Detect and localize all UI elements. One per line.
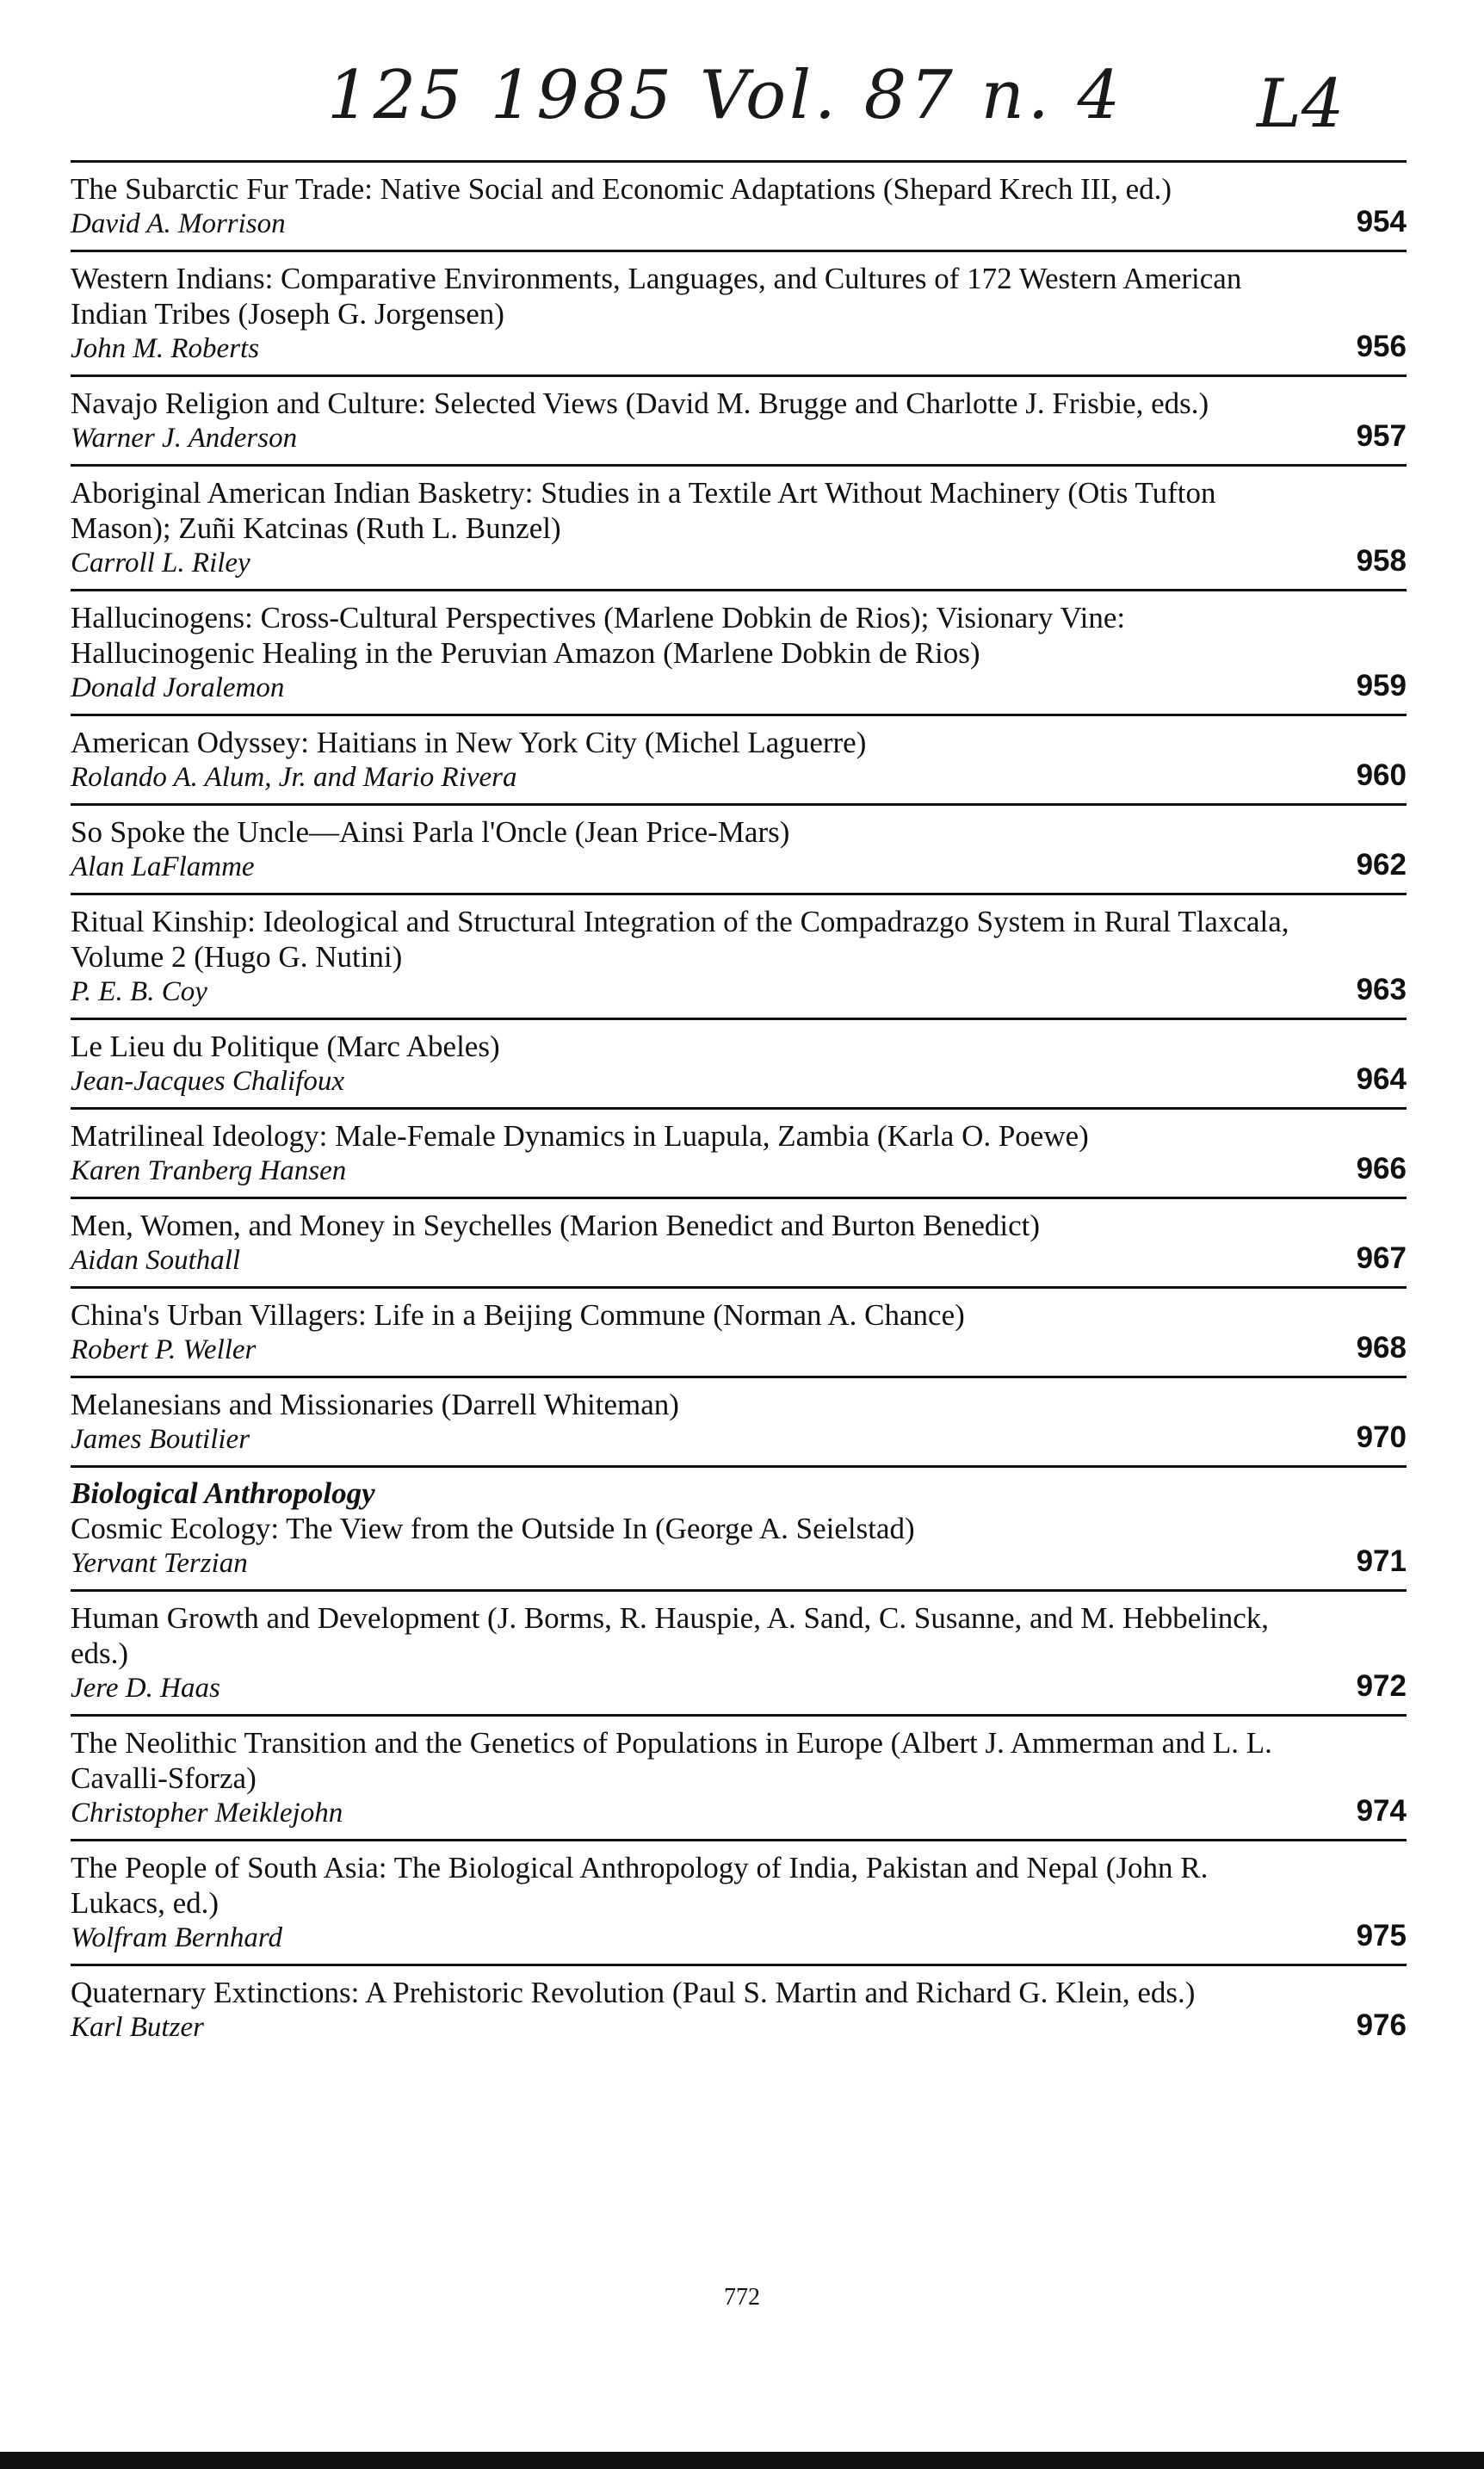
book-title: China's Urban Villagers: Life in a Beijing Commune (Norman A. Chance): [71, 1298, 965, 1332]
review-entry: [71, 1839, 1407, 1964]
book-title: Aboriginal American Indian Basketry: Studies in a Textile Art Without Machinery (Otis Tufton Mason); Zuñi Katcinas (Ruth L. Bunzel): [71, 476, 1216, 545]
reviewer-name: Donald Joralemon: [71, 672, 285, 703]
book-title: So Spoke the Uncle—Ainsi Parla l'Oncle (Jean Price-Mars): [71, 815, 790, 849]
reviewer-name: Rolando A. Alum, Jr. and Mario Rivera: [71, 762, 517, 793]
review-entry: [71, 1465, 1407, 1589]
book-title: Matrilineal Ideology: Male-Female Dynamics in Luapula, Zambia (Karla O. Poewe): [71, 1119, 1089, 1153]
review-entry: [71, 374, 1407, 464]
review-entry: [71, 1376, 1407, 1465]
handwritten-note: 125 1985 Vol. 87 n. 4: [327, 57, 1124, 134]
reviewer-name: Alan LaFlamme: [71, 851, 255, 882]
book-title: Le Lieu du Politique (Marc Abeles): [71, 1030, 500, 1063]
page-reference: 975: [1356, 1919, 1407, 1952]
book-title: Human Growth and Development (J. Borms, R. Hauspie, A. Sand, C. Susanne, and M. Hebbelinck, eds.): [71, 1601, 1270, 1670]
page-reference: 960: [1356, 758, 1407, 792]
review-entry: [71, 1197, 1407, 1286]
page-reference: 974: [1356, 1794, 1407, 1828]
book-title: Melanesians and Missionaries (Darrell Whiteman): [71, 1388, 679, 1421]
page-reference: 959: [1356, 669, 1407, 702]
page-reference: 971: [1356, 1544, 1407, 1578]
reviewer-name: Yervant Terzian: [71, 1548, 248, 1579]
book-title: Hallucinogens: Cross-Cultural Perspectives (Marlene Dobkin de Rios); Visionary Vine: Hallucinogenic Healing in the Peruvian Amazon (Marlene Dobkin de Rios): [71, 601, 1126, 670]
review-entry: [71, 893, 1407, 1018]
review-entry: [71, 803, 1407, 893]
reviewer-name: Karl Butzer: [71, 2012, 204, 2043]
reviewer-name: Christopher Meiklejohn: [71, 1798, 343, 1829]
page-reference: 954: [1356, 205, 1407, 238]
page-reference: 963: [1356, 973, 1407, 1006]
reviewer-name: John M. Roberts: [71, 333, 260, 364]
reviewer-name: Karen Tranberg Hansen: [71, 1155, 347, 1186]
page-number: 772: [724, 2284, 760, 2311]
page-reference: 956: [1356, 330, 1407, 363]
review-entry: [71, 160, 1407, 250]
review-entry: [71, 1714, 1407, 1839]
reviewer-name: Carroll L. Riley: [71, 548, 250, 579]
page-reference: 976: [1356, 2008, 1407, 2042]
page-reference: 967: [1356, 1241, 1407, 1275]
review-entry: [71, 1018, 1407, 1107]
review-entry: [71, 1286, 1407, 1376]
reviewer-name: Jere D. Haas: [71, 1673, 220, 1704]
page-reference: 957: [1356, 419, 1407, 453]
book-title: The Neolithic Transition and the Genetics of Populations in Europe (Albert J. Ammerman and L. L. Cavalli-Sforza): [71, 1726, 1272, 1795]
reviewer-name: James Boutilier: [71, 1424, 250, 1455]
book-title: Cosmic Ecology: The View from the Outside In (George A. Seielstad): [71, 1512, 915, 1545]
page-reference: 972: [1356, 1669, 1407, 1703]
book-title: American Odyssey: Haitians in New York City (Michel Laguerre): [71, 726, 867, 759]
review-entry: [71, 1589, 1407, 1714]
page-reference: 966: [1356, 1152, 1407, 1185]
page-reference: 958: [1356, 544, 1407, 578]
book-title: The Subarctic Fur Trade: Native Social and Economic Adaptations (Shepard Krech III, ed.): [71, 172, 1172, 206]
handwritten-mark: L4: [1257, 65, 1345, 143]
reviewer-name: P. E. B. Coy: [71, 976, 207, 1007]
book-title: Men, Women, and Money in Seychelles (Marion Benedict and Burton Benedict): [71, 1209, 1040, 1242]
review-entry: [71, 1107, 1407, 1197]
book-title: Navajo Religion and Culture: Selected Views (David M. Brugge and Charlotte J. Frisbie, eds.): [71, 387, 1209, 420]
review-list: [71, 160, 1407, 2053]
book-title: The People of South Asia: The Biological Anthropology of India, Pakistan and Nepal (John R. Lukacs, ed.): [71, 1851, 1209, 1920]
review-entry: [71, 714, 1407, 803]
review-entry: [71, 1964, 1407, 2053]
reviewer-name: Jean-Jacques Chalifoux: [71, 1066, 344, 1097]
page-reference: 962: [1356, 848, 1407, 882]
book-title: Western Indians: Comparative Environments, Languages, and Cultures of 172 Western American Indian Tribes (Joseph G. Jorgensen): [71, 262, 1242, 331]
section-heading: Biological Anthropology: [71, 1476, 375, 1510]
book-title: Ritual Kinship: Ideological and Structural Integration of the Compadrazgo System in Rural Tlaxcala, Volume 2 (Hugo G. Nutini): [71, 905, 1289, 974]
reviewer-name: Aidan Southall: [71, 1245, 241, 1276]
review-entry: [71, 464, 1407, 589]
reviewer-name: Warner J. Anderson: [71, 423, 298, 454]
reviewer-name: Wolfram Bernhard: [71, 1922, 282, 1953]
reviewer-name: David A. Morrison: [71, 208, 286, 239]
review-entry: [71, 589, 1407, 714]
scan-edge: [0, 2452, 1484, 2469]
book-title: Quaternary Extinctions: A Prehistoric Revolution (Paul S. Martin and Richard G. Klein, eds.): [71, 1976, 1196, 2009]
page-reference: 970: [1356, 1420, 1407, 1454]
page-reference: 964: [1356, 1062, 1407, 1096]
page-reference: 968: [1356, 1331, 1407, 1364]
reviewer-name: Robert P. Weller: [71, 1334, 257, 1365]
review-entry: [71, 250, 1407, 374]
